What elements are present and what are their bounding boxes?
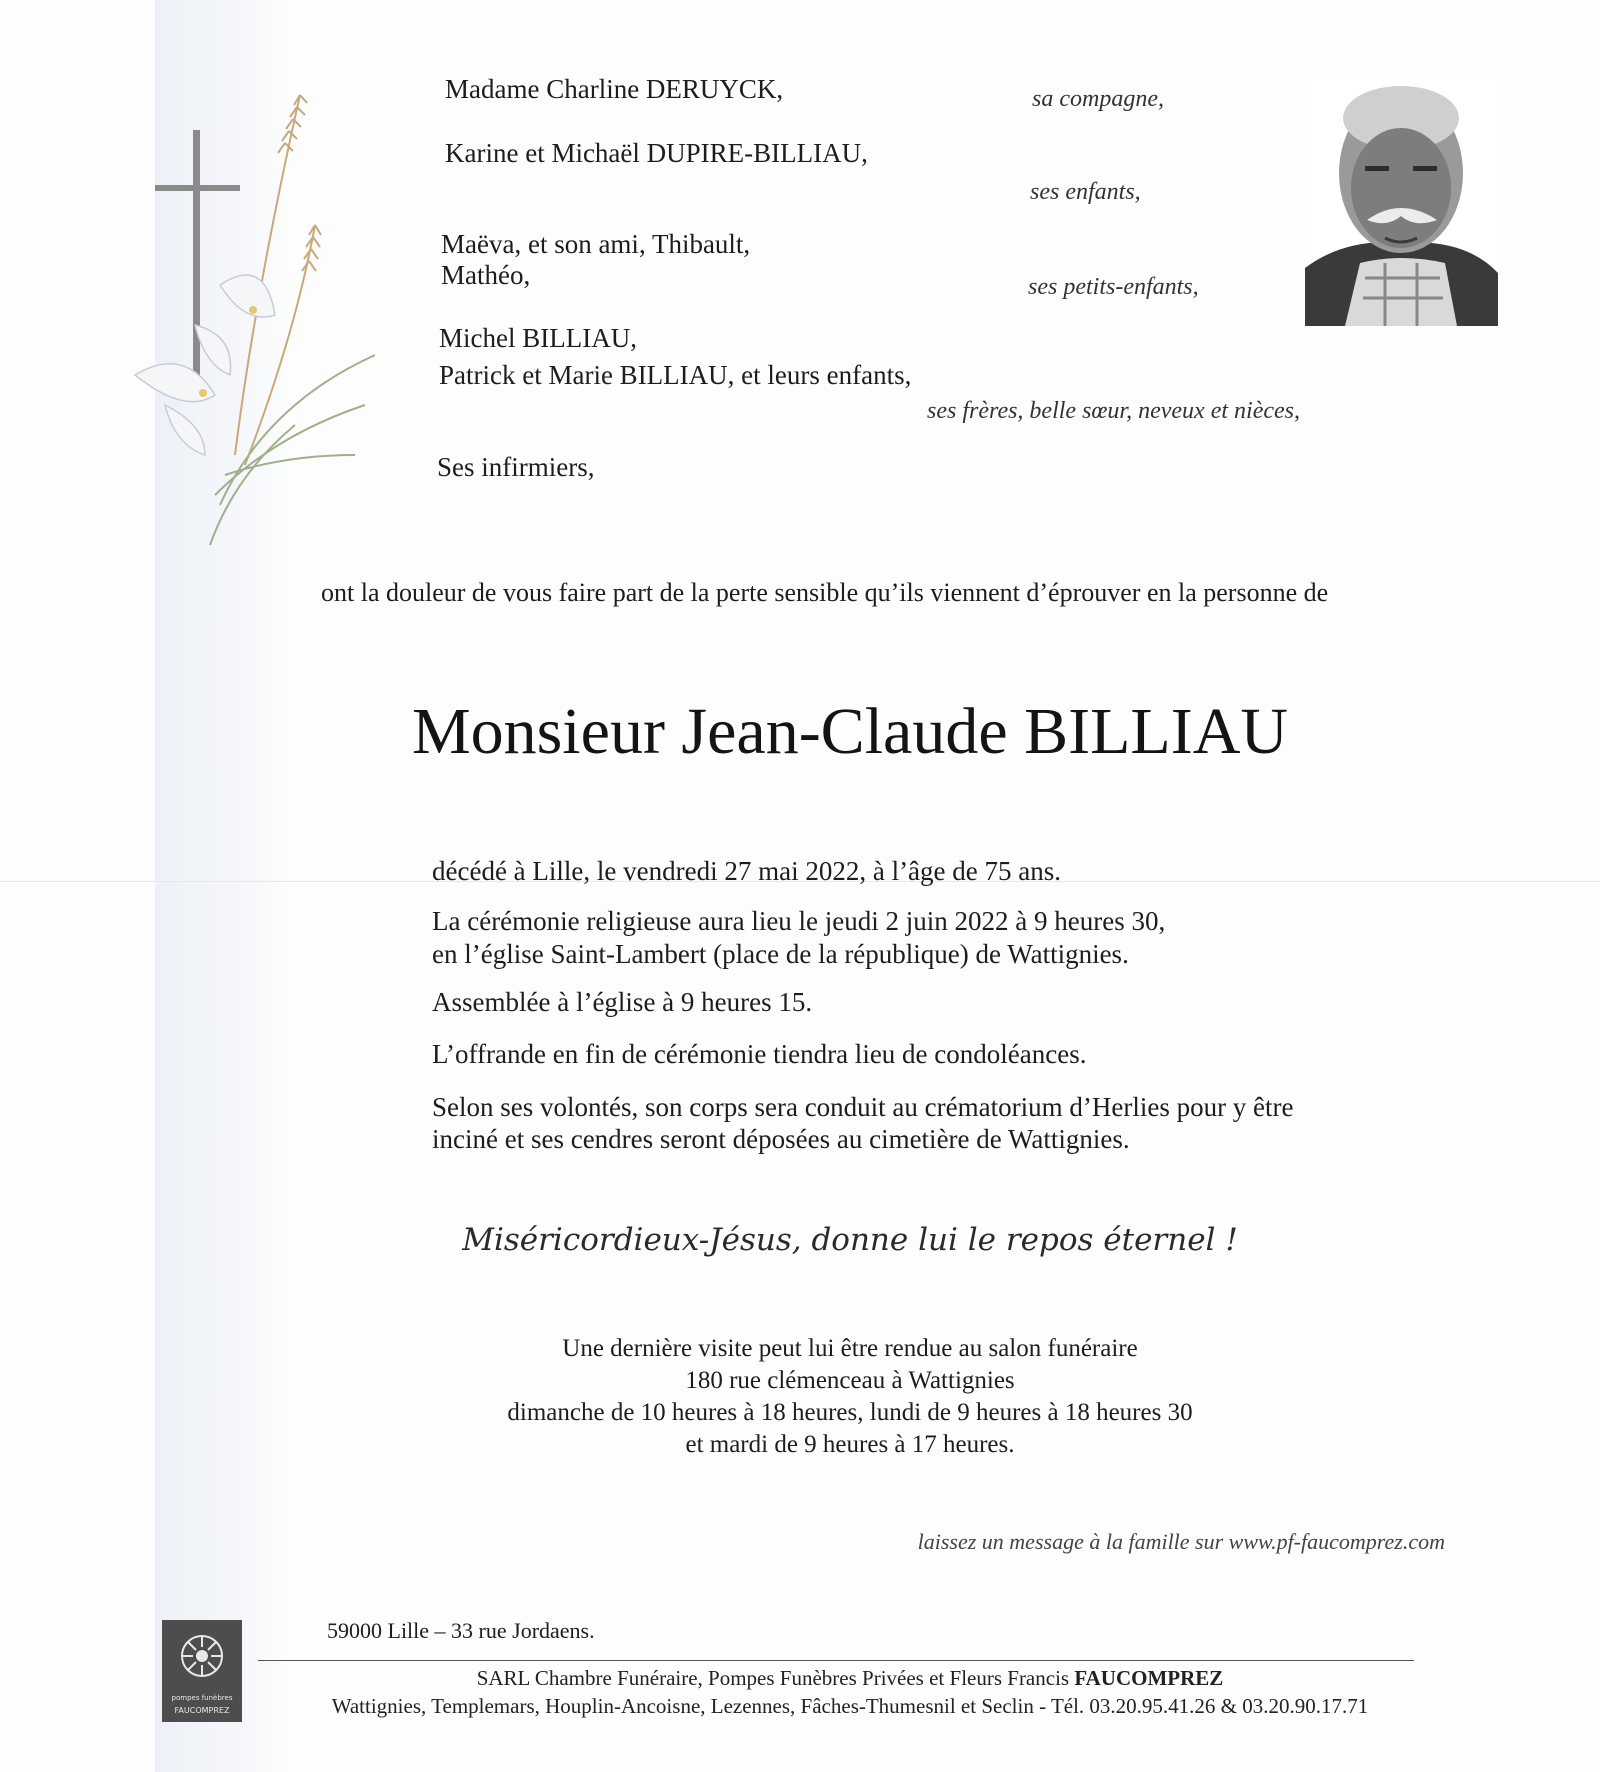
- siblings-line-2: Patrick et Marie BILLIAU, et leurs enfants,: [439, 360, 912, 390]
- cross-lily-wheat-illustration: [125, 75, 395, 605]
- footer-company-prefix: SARL Chambre Funéraire, Pompes Funèbres Privées et Fleurs Francis: [476, 1666, 1075, 1690]
- grandchildren-line-1: Maëva, et son ami, Thibault,: [441, 229, 751, 259]
- wishes-line-2: inciné et ses cendres seront déposées au cimetière de Wattignies.: [432, 1124, 1130, 1154]
- children-relation: ses enfants,: [1030, 179, 1141, 205]
- nurses-line: Ses infirmiers,: [437, 452, 595, 482]
- footer-divider: [258, 1660, 1414, 1661]
- online-message-note: laissez un message à la famille sur www.pf-faucomprez.com: [917, 1529, 1445, 1554]
- footer-company-name: FAUCOMPREZ: [1074, 1666, 1224, 1690]
- footer-company: [0, 1666, 1600, 1691]
- lily-flowers-icon: [135, 275, 275, 455]
- assembly-line: Assemblée à l’église à 9 heures 15.: [432, 987, 813, 1017]
- ceremony-line-2: en l’église Saint-Lambert (place de la république) de Wattignies.: [432, 939, 1129, 969]
- visit-line-2: 180 rue clémenceau à Wattignies: [685, 1367, 1015, 1394]
- logo-title: FAUCOMPREZ: [174, 1706, 230, 1715]
- deceased-name-heading: Monsieur Jean-Claude BILLIAU: [411, 695, 1289, 768]
- partner-name: Madame Charline DERUYCK,: [445, 74, 784, 104]
- siblings-line-1: Michel BILLIAU,: [439, 323, 637, 353]
- footer-locations-phone: Wattignies, Templemars, Houplin-Ancoisne, Lezennes, Fâches-Thumesnil et Seclin - Tél. 03.20.95.41.26 & 03.20.90.17.71: [331, 1694, 1369, 1718]
- visit-line-3: dimanche de 10 heures à 18 heures, lundi de 9 heures à 18 heures 30: [507, 1399, 1193, 1426]
- death-details: décédé à Lille, le vendredi 27 mai 2022, à l’âge de 75 ans.: [432, 856, 1062, 886]
- prayer-line: Miséricordieux-Jésus, donne lui le repos éternel !: [462, 1222, 1238, 1258]
- children-name: Karine et Michaël DUPIRE-BILLIAU,: [445, 138, 868, 168]
- grandchildren-line-2: Mathéo,: [441, 260, 531, 290]
- offering-line: L’offrande en fin de cérémonie tiendra lieu de condoléances.: [432, 1039, 1087, 1069]
- logo-subtitle: pompes funèbres: [171, 1694, 233, 1702]
- deceased-portrait-photo: [1305, 78, 1498, 326]
- wishes-line-1: Selon ses volontés, son corps sera conduit au crématorium d’Herlies pour y être: [432, 1092, 1294, 1122]
- grandchildren-relation: ses petits-enfants,: [1028, 274, 1199, 300]
- partner-relation: sa compagne,: [1032, 86, 1164, 112]
- ceremony-line-1: La cérémonie religieuse aura lieu le jeudi 2 juin 2022 à 9 heures 30,: [432, 906, 1166, 936]
- announcement-text: ont la douleur de vous faire part de la perte sensible qu’ils viennent d’éprouver en la personne de: [321, 578, 1329, 607]
- footer-address: 59000 Lille – 33 rue Jordaens.: [327, 1618, 595, 1643]
- visit-line-1: Une dernière visite peut lui être rendue au salon funéraire: [562, 1335, 1138, 1362]
- visit-line-4: et mardi de 9 heures à 17 heures.: [685, 1431, 1015, 1458]
- siblings-relation: ses frères, belle sœur, neveux et nièces,: [927, 398, 1300, 424]
